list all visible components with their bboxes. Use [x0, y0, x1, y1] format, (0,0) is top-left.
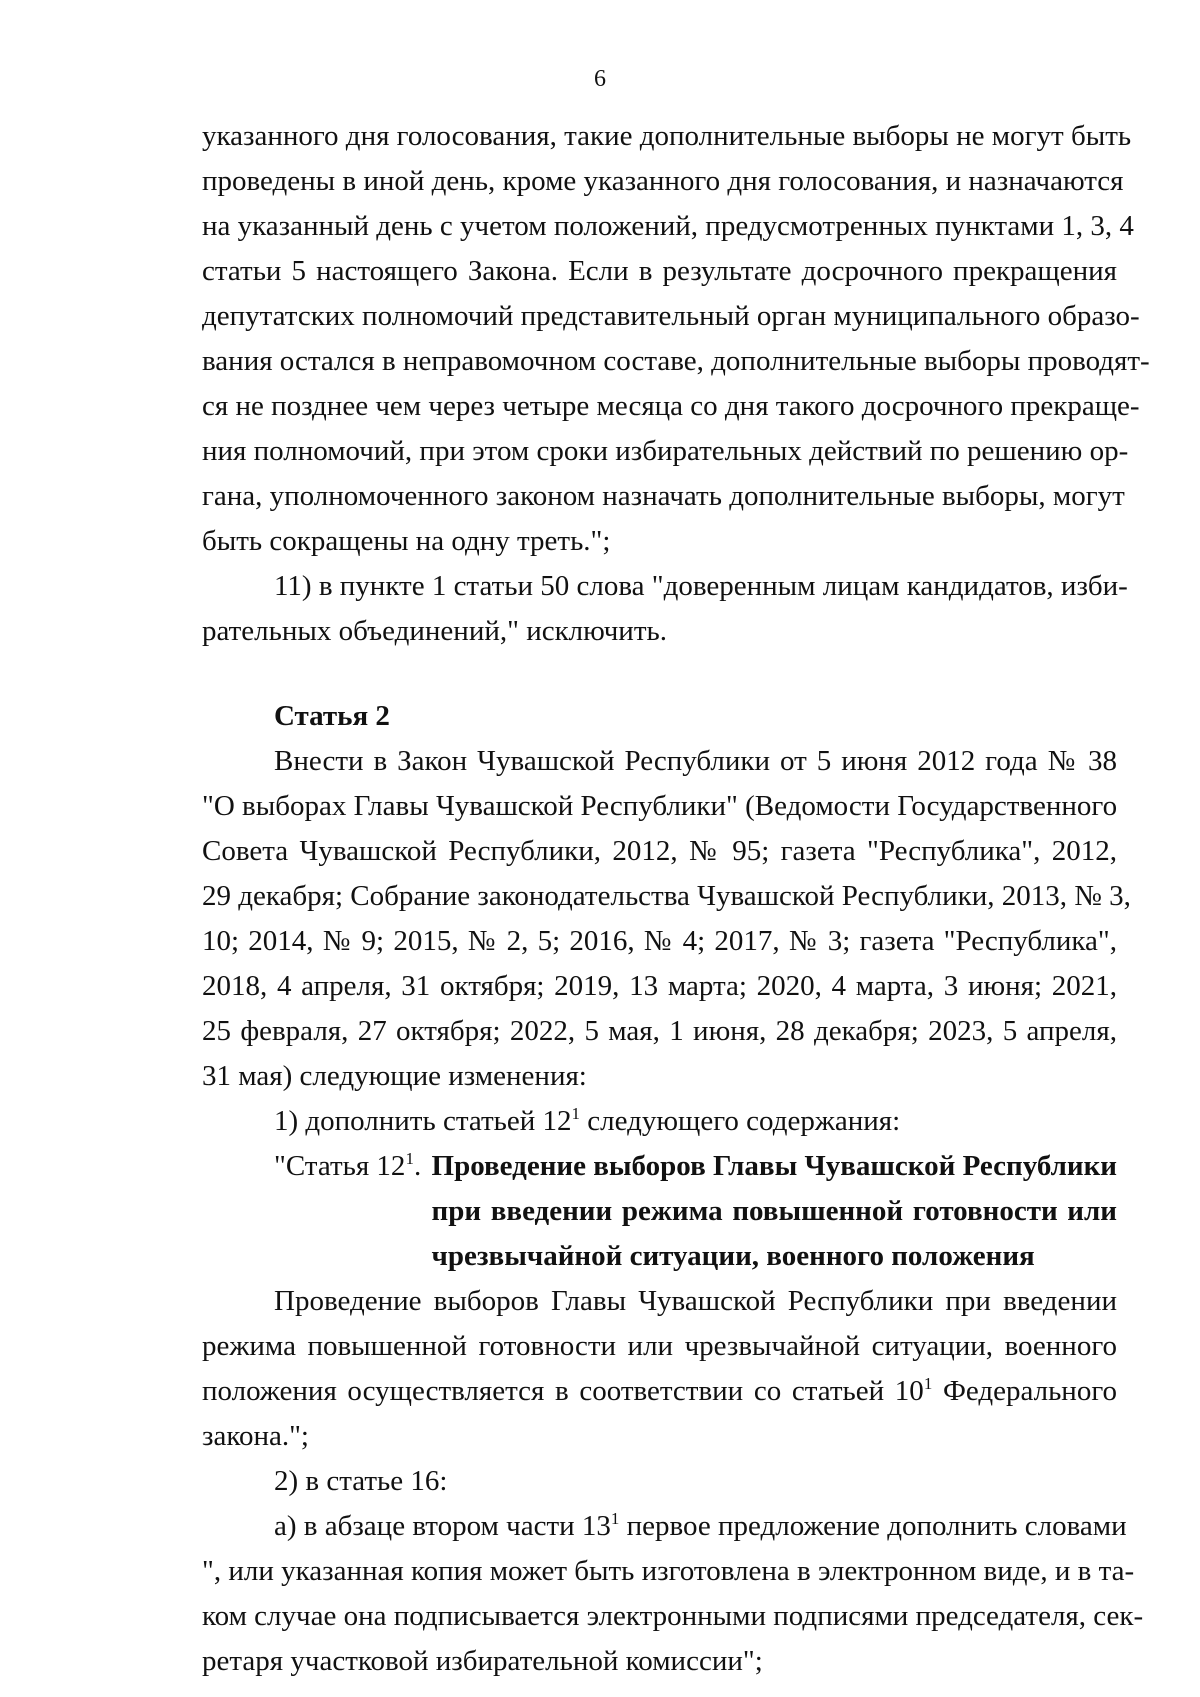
article-2 [202, 694, 1144, 1684]
text-line: указанного дня голосования, такие дополнительные выборы не могут быть [202, 120, 1132, 152]
text-line: 2018, 4 апреля, 31 октября; 2019, 13 марта; 2020, 4 марта, 3 июня; 2021, [202, 970, 1117, 1002]
superscript: 1 [923, 1374, 933, 1393]
superscript: 1 [571, 1104, 581, 1123]
spacer [202, 654, 1117, 694]
superscript: 1 [610, 1509, 620, 1528]
text-line: 10; 2014, № 9; 2015, № 2, 5; 2016, № 4; 2017, № 3; газета "Республика", [202, 925, 1117, 957]
text-line: гана, уполномоченного законом назначать дополнительные выборы, могут [202, 480, 1125, 512]
text-line [202, 1369, 1117, 1414]
text-line: 29 декабря; Собрание законодательства Чувашской Республики, 2013, № 3, [202, 880, 1131, 912]
text-fragment: Федерального [932, 1375, 1118, 1407]
text-line: статьи 5 настоящего Закона. Если в результате досрочного прекращения [202, 255, 1117, 287]
text-line: Внести в Закон Чувашской Республики от 5 июня 2012 года № 38 [274, 745, 1117, 777]
point-2a [202, 1504, 1127, 1549]
text-line: 31 мая) следующие изменения: [202, 1060, 587, 1092]
text-line: депутатских полномочий представительный орган муниципального образо- [202, 300, 1140, 332]
paragraph-continuation [202, 114, 1150, 564]
page-number: 6 [594, 66, 606, 92]
text-line: ся не позднее чем через четыре месяца со дня такого досрочного прекраще- [202, 390, 1140, 422]
text-line: закона."; [202, 1420, 309, 1452]
point-1 [202, 1099, 1117, 1144]
text-line: на указанный день с учетом положений, предусмотренных пунктами 1, 3, 4 [202, 210, 1134, 242]
text-line: режима повышенной готовности или чрезвычайной ситуации, военного [202, 1330, 1117, 1362]
text-line: ния полномочий, при этом сроки избирательных действий по решению ор- [202, 435, 1129, 467]
article-heading: Статья 2 [274, 700, 390, 732]
document-body [202, 114, 1150, 1684]
text-line: Проведение выборов Главы Чувашской Республики при введении [274, 1285, 1117, 1317]
title-line: чрезвычайной ситуации, военного положения [431, 1240, 1035, 1272]
text-line: 25 февраля, 27 октября; 2022, 5 мая, 1 июня, 28 декабря; 2023, 5 апреля, [202, 1015, 1117, 1047]
text-line: 11) в пункте 1 статьи 50 слова "доверенным лицам кандидатов, изби- [274, 570, 1128, 602]
point-1-text: 1) дополнить статьей 12 [274, 1105, 572, 1137]
text-line: рательных объединений," исключить. [202, 615, 667, 647]
new-article-number-text: "Статья 12 [274, 1150, 406, 1182]
point-2: 2) в статье 16: [274, 1465, 448, 1497]
text-line: вания остался в неправомочном составе, дополнительные выборы проводят- [202, 345, 1150, 377]
text-line: проведены в иной день, кроме указанного дня голосования, и назначаются [202, 165, 1124, 197]
title-line: при введении режима повышенной готовности или [431, 1195, 1117, 1227]
text-line: Совета Чувашской Республики, 2012, № 95; газета "Республика", 2012, [202, 835, 1117, 867]
text-line: ком случае она подписывается электронными подписями председателя, сек- [202, 1600, 1144, 1632]
text-line: ", или указанная копия может быть изготовлена в электронном виде, и в та- [202, 1555, 1135, 1587]
text-line: быть сокращены на одну треть."; [202, 525, 611, 557]
text-line: "О выборах Главы Чувашской Республики" (Ведомости Государственного [202, 790, 1118, 822]
new-article-title [432, 1144, 1117, 1279]
text-fragment: первое предложение дополнить словами [619, 1510, 1127, 1542]
title-line: Проведение выборов Главы Чувашской Республики [431, 1150, 1117, 1182]
text-fragment: а) в абзаце втором части 13 [274, 1510, 611, 1542]
new-article-heading [202, 1144, 1117, 1279]
paragraph-item-11 [202, 564, 1128, 654]
superscript: 1 [405, 1149, 414, 1168]
new-article-number-dot: . [413, 1150, 422, 1182]
point-1-text-end: следующего содержания: [580, 1105, 901, 1137]
text-fragment: положения осуществляется в соответствии со статьей 10 [202, 1375, 924, 1407]
new-article-number [202, 1144, 432, 1189]
text-line: ретаря участковой избирательной комиссии"; [202, 1645, 763, 1677]
